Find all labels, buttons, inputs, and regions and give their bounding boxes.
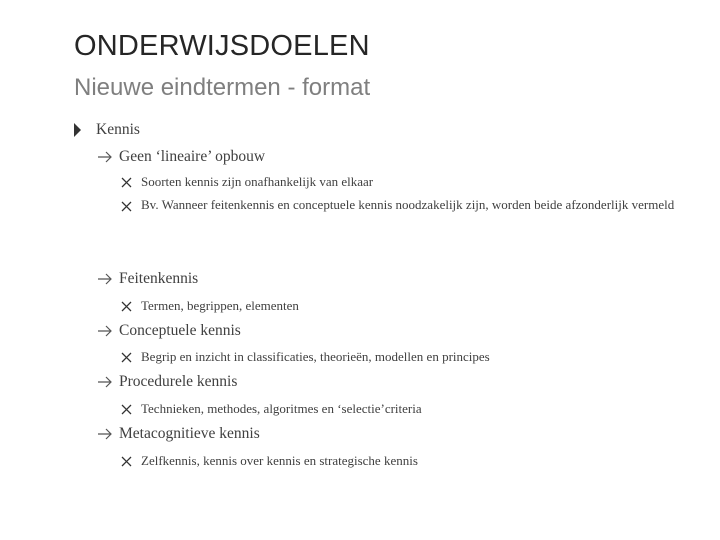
- arrow-right-icon: [97, 325, 113, 337]
- x-mark-icon: [121, 352, 132, 363]
- bullet-text: Technieken, methodes, algoritmes en ‘selectie’criteria: [141, 401, 422, 416]
- bullet-text: Conceptuele kennis: [119, 322, 241, 339]
- bullet-conceptuele-detail: [121, 349, 490, 365]
- triangle-right-icon: [74, 123, 81, 137]
- slide-title: ONDERWIJSDOELEN: [74, 30, 370, 62]
- x-mark-icon: [121, 177, 132, 188]
- x-mark-icon: [121, 301, 132, 312]
- x-mark-icon: [121, 404, 132, 415]
- bullet-text: Feitenkennis: [119, 270, 199, 287]
- x-mark-icon: [121, 456, 132, 467]
- bullet-text: Bv. Wanneer feitenkennis en conceptuele kennis noodzakelijk zijn, worden beide afzonderlijk vermeld: [141, 197, 675, 212]
- slide-subtitle: Nieuwe eindtermen - format: [74, 74, 371, 101]
- bullet-text: Geen ‘lineaire’ opbouw: [119, 148, 266, 165]
- arrow-right-icon: [97, 151, 113, 163]
- x-mark-icon: [121, 201, 132, 212]
- bullet-feitenkennis-detail: [121, 298, 299, 314]
- bullet-bv: [121, 198, 681, 217]
- bullet-metacognitieve: [97, 425, 260, 443]
- bullet-soorten: [121, 174, 373, 190]
- bullet-text: Metacognitieve kennis: [119, 425, 260, 442]
- bullet-text: Soorten kennis zijn onafhankelijk van elkaar: [141, 174, 374, 189]
- arrow-right-icon: [97, 428, 113, 440]
- bullet-geen-lineaire: [97, 148, 265, 166]
- bullet-procedurele: [97, 373, 237, 391]
- bullet-metacognitieve-detail: [121, 453, 418, 469]
- bullet-procedurele-detail: [121, 401, 422, 417]
- bullet-conceptuele: [97, 322, 241, 340]
- bullet-kennis: [74, 121, 140, 139]
- bullet-text: Begrip en inzicht in classificaties, theorieën, modellen en principes: [141, 349, 490, 364]
- bullet-text: Kennis: [96, 121, 140, 138]
- arrow-right-icon: [97, 376, 113, 388]
- bullet-feitenkennis: [97, 270, 198, 288]
- bullet-text: Zelfkennis, kennis over kennis en strategische kennis: [141, 453, 418, 468]
- arrow-right-icon: [97, 273, 113, 285]
- bullet-text: Procedurele kennis: [119, 373, 238, 390]
- bullet-text: Termen, begrippen, elementen: [141, 298, 299, 313]
